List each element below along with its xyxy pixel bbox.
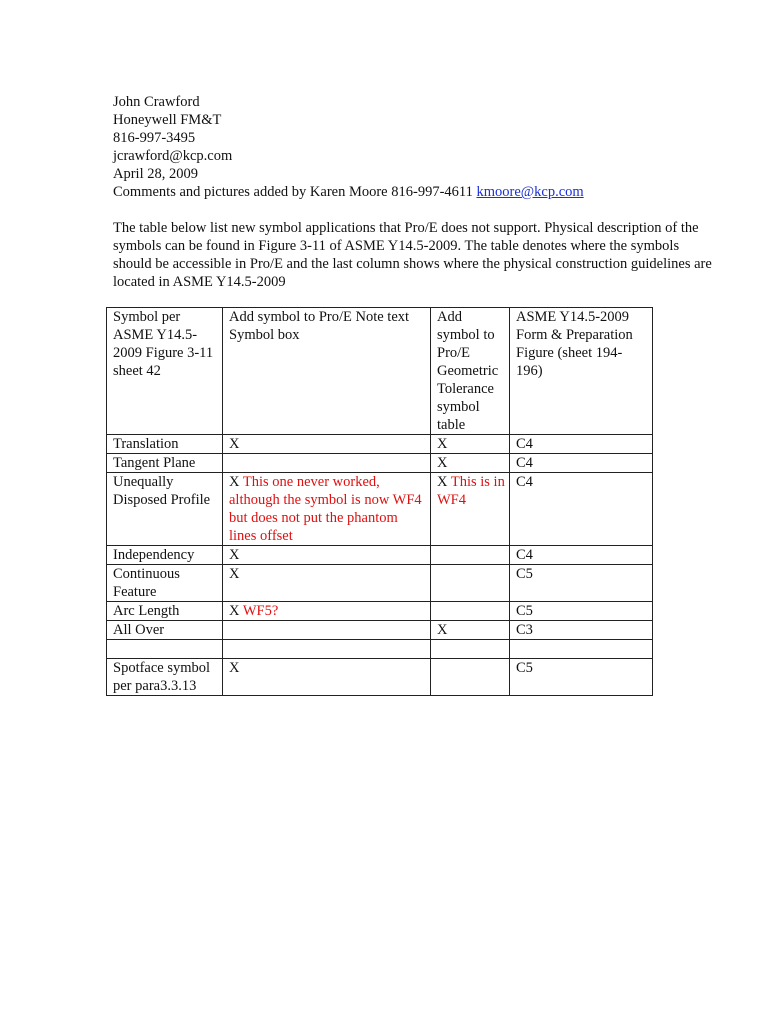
- cell-note-text: [223, 602, 431, 621]
- cell-symbol: [107, 435, 223, 454]
- cell-note-text: [223, 546, 431, 565]
- table-row: [107, 435, 653, 454]
- figure-ref: C4: [516, 436, 533, 452]
- table-row: [107, 454, 653, 473]
- letter-header: [113, 93, 713, 201]
- cell-figure: [510, 659, 653, 696]
- author-phone: 816-997-3495: [113, 130, 196, 146]
- cell-figure: [510, 621, 653, 640]
- table-row: [107, 473, 653, 546]
- cell-symbol: [107, 621, 223, 640]
- table-row: [107, 640, 653, 659]
- note-comment: This one never worked, although the symbol is now WF4 but does not put the phantom lines offset: [229, 474, 422, 544]
- gtol-mark: X: [437, 436, 448, 452]
- cell-figure: [510, 454, 653, 473]
- note-comment: WF5?: [242, 603, 279, 619]
- author-name: John Crawford: [113, 94, 200, 110]
- symbol-table: [106, 307, 653, 696]
- cell-note-text: [223, 621, 431, 640]
- cell-figure: [510, 565, 653, 602]
- cell-note-text: [223, 640, 431, 659]
- figure-ref: C3: [516, 622, 533, 638]
- cell-figure: [510, 640, 653, 659]
- symbol-name: All Over: [113, 622, 165, 638]
- symbol-name: Translation: [113, 436, 179, 452]
- table-row: [107, 546, 653, 565]
- cell-note-text: [223, 454, 431, 473]
- symbol-name: Continuous Feature: [113, 566, 180, 600]
- table-row: [107, 621, 653, 640]
- cell-gtol: [431, 602, 510, 621]
- comments-text: Comments and pictures added by Karen Moore 816-997-4611: [113, 184, 473, 200]
- cell-figure: [510, 602, 653, 621]
- cell-gtol: [431, 621, 510, 640]
- figure-ref: C5: [516, 660, 533, 676]
- cell-symbol: [107, 640, 223, 659]
- comments-email-link[interactable]: kmoore@kcp.com: [476, 184, 584, 200]
- gtol-mark: X: [437, 622, 448, 638]
- figure-ref: C5: [516, 566, 533, 582]
- cell-note-text: [223, 565, 431, 602]
- figure-ref: C5: [516, 603, 533, 619]
- gtol-mark: X: [437, 455, 448, 471]
- gtol-mark: X: [437, 474, 448, 490]
- note-mark: X: [229, 547, 240, 563]
- gtol-comment: This is in WF4: [437, 474, 505, 508]
- cell-symbol: [107, 659, 223, 696]
- cell-symbol: [107, 473, 223, 546]
- comments-line: [113, 183, 713, 201]
- cell-gtol: [431, 435, 510, 454]
- symbol-name: Unequally Disposed Profile: [113, 474, 211, 508]
- cell-symbol: [107, 565, 223, 602]
- figure-ref: C4: [516, 547, 533, 563]
- note-mark: X: [229, 566, 240, 582]
- cell-figure: [510, 546, 653, 565]
- cell-gtol: [431, 640, 510, 659]
- figure-ref: C4: [516, 474, 533, 490]
- cell-figure: [510, 435, 653, 454]
- header-note-text: Add symbol to Pro/E Note text Symbol box: [223, 308, 431, 435]
- symbol-name: Spotface symbol per para3.3.13: [113, 660, 211, 694]
- cell-symbol: [107, 454, 223, 473]
- intro-paragraph: The table below list new symbol applications that Pro/E does not support. Physical description of the symbols can be found in Figure 3-11 of ASME Y14.5-2009. The table denotes where the symbols should be accessible in Pro/E and the last column shows where the physical construction guidelines are located in ASME Y14.5-2009: [113, 220, 712, 290]
- header-symbol: Symbol per ASME Y14.5-2009 Figure 3-11 sheet 42: [107, 308, 223, 435]
- cell-note-text: [223, 473, 431, 546]
- author-org: Honeywell FM&T: [113, 112, 222, 128]
- cell-gtol: [431, 473, 510, 546]
- cell-gtol: [431, 659, 510, 696]
- note-mark: X: [229, 474, 240, 490]
- letter-date: April 28, 2009: [113, 166, 198, 182]
- table-header-row: [107, 308, 653, 435]
- cell-note-text: [223, 659, 431, 696]
- symbol-name: Independency: [113, 547, 195, 563]
- note-mark: X: [229, 603, 240, 619]
- note-mark: X: [229, 660, 240, 676]
- cell-gtol: [431, 565, 510, 602]
- cell-figure: [510, 473, 653, 546]
- header-figure: ASME Y14.5-2009 Form & Preparation Figure (sheet 194-196): [510, 308, 653, 435]
- note-mark: X: [229, 436, 240, 452]
- symbol-name: Arc Length: [113, 603, 180, 619]
- table-row: [107, 602, 653, 621]
- cell-gtol: [431, 546, 510, 565]
- author-email: jcrawford@kcp.com: [113, 148, 233, 164]
- table-row: [107, 565, 653, 602]
- cell-gtol: [431, 454, 510, 473]
- figure-ref: C4: [516, 455, 533, 471]
- cell-note-text: [223, 435, 431, 454]
- cell-symbol: [107, 546, 223, 565]
- cell-symbol: [107, 602, 223, 621]
- symbol-name: Tangent Plane: [113, 455, 196, 471]
- table-row: [107, 659, 653, 696]
- header-gtol: Add symbol to Pro/E Geometric Tolerance symbol table: [431, 308, 510, 435]
